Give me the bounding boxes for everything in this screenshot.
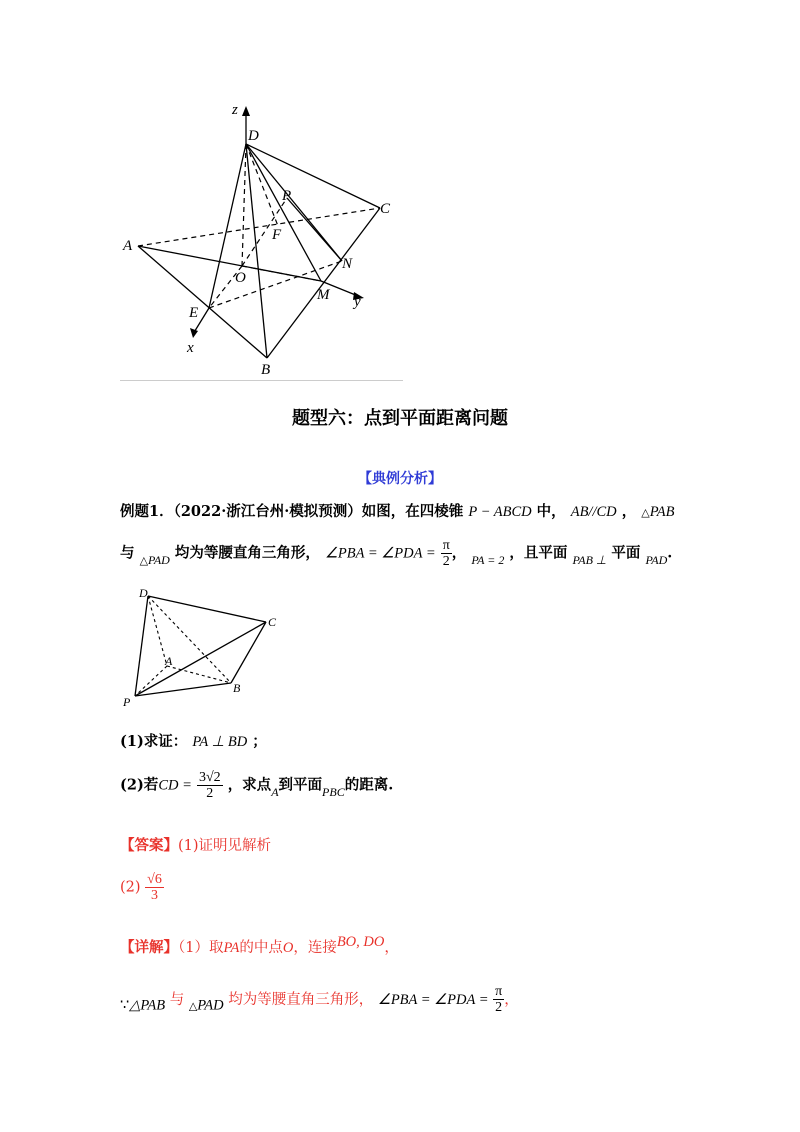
fig2-label-D: D (139, 586, 148, 600)
detail-line (120, 936, 399, 957)
fig1-label-M: M (317, 287, 330, 303)
comma: ， (621, 503, 637, 520)
detail-o: O (282, 940, 294, 956)
because-pi-over-2: $\frac{\pi}{2}$ (495, 984, 503, 1015)
period: . (667, 544, 673, 562)
example-prefix: 例题1．（2022·浙江台州·模拟预测）如图，在四棱锥 (120, 503, 464, 520)
detail-bodo: BO, DO (336, 934, 385, 950)
q2-fraction: $\frac{3√2}{2}$ (198, 770, 221, 801)
detail-text-3: ，连接 (293, 940, 337, 956)
fig1-label-y: y (354, 294, 361, 310)
text-yu: 与 (120, 544, 135, 562)
fig1-label-F: F (272, 227, 282, 243)
text-plane: 平面 (611, 544, 641, 562)
text-zhong: 中， (536, 503, 566, 520)
pi-over-2: $\frac{\pi}{2}$ (442, 538, 450, 569)
pyramid-name: P − ABCD (468, 504, 532, 520)
fig1-label-A: A (123, 238, 133, 254)
fig1-label-x: x (187, 340, 194, 356)
fig1-label-P: P (282, 188, 292, 204)
answer-line-1 (120, 834, 271, 855)
q2-point-a: A (271, 784, 279, 799)
triangle-symbol: △ (641, 506, 650, 519)
question-1 (120, 730, 267, 751)
q2-cd: CD = (158, 777, 192, 794)
fig1-label-D: D (248, 128, 259, 144)
pa-equals-2: PA = 2 (471, 552, 505, 567)
example-line-2: 与 $_{\triangle PAD}$ 均为等腰直角三角形， ∠PBA = ∠PDA = $\frac{\pi}{2}$ ， $_{PA = 2}$ ，且平面 $_{PAB \perp}$ 平面 $_{PAD}$. (120, 538, 673, 569)
because-symbol: ∵ (120, 997, 130, 1014)
question-2 (120, 770, 393, 801)
example-line-1 (120, 500, 674, 521)
q2-text-2: 到平面 (278, 776, 323, 794)
plane-pad: PAD (645, 552, 668, 567)
fig2-label-P: P (123, 695, 131, 709)
triangle-symbol-2: △ (139, 553, 149, 567)
section-heading: 题型六：点到平面距离问题 (292, 408, 508, 429)
because-yu: 与 (169, 991, 185, 1008)
fig2-label-C: C (268, 615, 277, 629)
example-analysis-label: 【典例分析】 (358, 471, 442, 487)
q2-text-1: ，求点 (227, 776, 272, 794)
detail-text-1: （1）取 (178, 940, 224, 956)
q1-end: ； (252, 733, 267, 750)
pyramid-coordinate-figure (110, 98, 410, 388)
fig1-label-z: z (232, 102, 238, 118)
angle-equation: ∠PBA = ∠PDA = (324, 545, 436, 562)
because-pad: PAD (197, 997, 224, 1014)
detail-text-2: 的中点 (239, 940, 283, 956)
answer-line-2 (120, 872, 164, 903)
q2-plane: PBC (322, 784, 345, 799)
because-line: ∵△PAB 与 △PAD 均为等腰直角三角形， ∠PBA = ∠PDA = $\frac{\pi}{2}$ ， (120, 984, 519, 1015)
q2-text-3: 的距离. (344, 776, 394, 794)
plane-pab-perp: PAB ⊥ (572, 552, 607, 567)
triangle-pad: PAD (148, 552, 170, 567)
pyramid-figure-2 (118, 582, 298, 712)
text-and-plane: ，且平面 (509, 544, 568, 562)
q1-label: (1)求证： (120, 733, 188, 750)
answer-label: 【答案】 (120, 837, 178, 854)
q2-label: (2)若 (120, 776, 159, 794)
detail-pa: PA (223, 940, 240, 956)
text-isosceles: 均为等腰直角三角形， (174, 544, 320, 562)
answer-part-2-label: (2) (120, 879, 141, 896)
fig1-label-C: C (380, 201, 391, 217)
figure-divider (120, 380, 403, 381)
fig1-label-N: N (342, 256, 353, 272)
fig1-label-B: B (261, 362, 271, 378)
because-angle-equation: ∠PBA = ∠PDA = (377, 991, 489, 1008)
because-isosceles: 均为等腰直角三角形， (228, 991, 374, 1008)
fig2-label-A: A (165, 654, 173, 668)
triangle-pab: PAB (649, 504, 675, 520)
fig1-label-E: E (189, 305, 199, 321)
answer-fraction: $\frac{√6}{3}$ (147, 872, 162, 903)
ab-parallel-cd: AB//CD (570, 504, 617, 520)
fig2-label-B: B (233, 681, 241, 695)
detail-label: 【详解】 (120, 939, 178, 956)
q1-expression: PA ⊥ BD (192, 734, 248, 750)
answer-part-1: (1)证明见解析 (178, 838, 272, 854)
because-end: ， (504, 991, 519, 1008)
fig1-label-O: O (235, 270, 246, 286)
because-triangle-pab: △PAB (129, 997, 166, 1014)
detail-text-4: ， (384, 940, 399, 956)
